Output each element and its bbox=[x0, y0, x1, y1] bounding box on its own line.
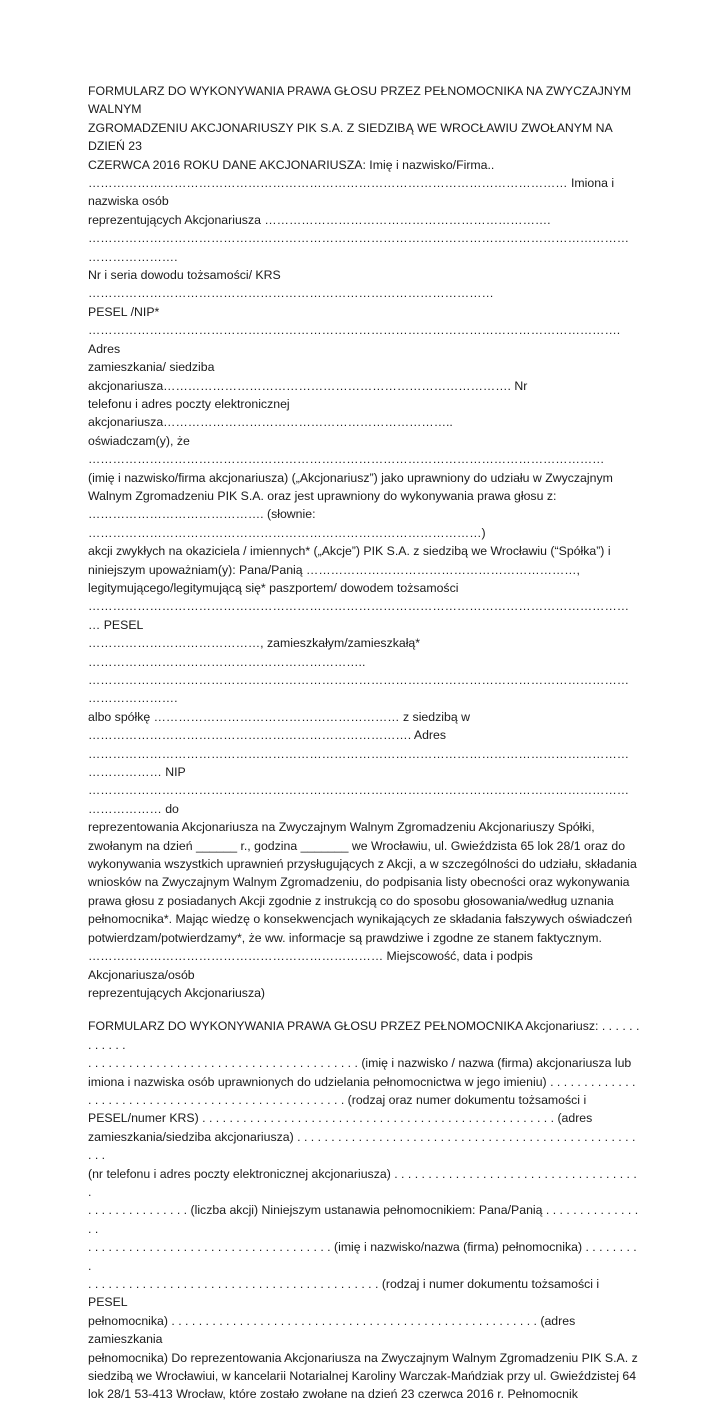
paragraph-spacer bbox=[88, 1002, 640, 1017]
proxy-form-section-2: FORMULARZ DO WYKONYWANIA PRAWA GŁOSU PRZEZ PEŁNOMOCNIKA Akcjonariusz: . . . . . . . . . . . . . . . . . . . . . . . . . . . . . . . . . . . . . . . . . . . . . . . . . . . . (imię i nazwisko / nazwa (firma) akcjonariusza lub imiona i nazwiska osób uprawnionych do udzielania pełnomocnictwa w jego imieniu) . . . . . . . . . . . . . . . . . . . . . . . . . . . . . . . . . . . . . . . . . . . . . . . . . . . (rodzaj oraz numer dokumentu tożsamości i PESEL/numer KRS) . . . . . . . . . . . . . . . . . . . . . . . . . . . . . . . . . . . . . . . . . . . . . . . . . . . . (adres zamieszkania/siedziba akcjonariusza) . . . . . . . . . . . . . . . . . . . . . . . . . . . . . . . . . . . . . . . . . . . . . . . . . . . . . (nr telefonu i adres poczty elektronicznej akcjonariusza) . . . . . . . . . . . . . . . . . . . . . . . . . . . . . . . . . . . . . . . . . . . . . . . . . . . . (liczba akcji) Niniejszym ustanawia pełnomocnikiem: Pana/Panią . . . . . . . . . . . . . . . . . . . . . . . . . . . . . . . . . . . . . . . . . . . . . . . . . . . . (imię i nazwisko/nazwa (firma) pełnomocnika) . . . . . . . . . . . . . . . . . . . . . . . . . . . . . . . . . . . . . . . . . . . . . . . . . . . . (rodzaj i numer dokumentu tożsamości i PESEL pełnomocnika) . . . . . . . . . . . . . . . . . . . . . . . . . . . . . . . . . . . . . . . . . . . . . . . . . . . . . . (adres zamieszkania pełnomocnika) Do reprezentowania Akcjonariusza na Zwyczajnym Walnym Zgromadzeniu PIK S.A. z siedzibą we Wrocławiui, w kancelarii Notarialnej Karoliny Warczak-Mańdziak przy ul. Gwieździstej 64 lok 28/1 53-413 Wrocław, które zostało zwołane na dzień 23 czerwca 2016 r. Pełnomocnik bbox=[88, 1019, 640, 1402]
proxy-form-section-1: FORMULARZ DO WYKONYWANIA PRAWA GŁOSU PRZEZ PEŁNOMOCNIKA NA ZWYCZAJNYM WALNYM ZGROMADZENIU AKCJONARIUSZY PIK S.A. Z SIEDZIBĄ WE WROCŁAWIU ZWOŁANYM NA DZIEŃ 23 CZERWCA 2016 ROKU DANE AKCJONARIUSZA: Imię i nazwisko/Firma.. ……………………………………………………………………………………………………… Imiona i nazwiska osób reprezentujących Akcjonariusza ……………………………………………………………. ………………………………………………………………………………………………………………………………………. Nr i seria dowodu tożsamości/ KRS ……………………………………………………………………………………… PESEL /NIP* …………………………………………………………………………………………………………………. Adres zamieszkania/ siedziba akcjonariusza…………………………………………………………………………. Nr telefonu i adres poczty elektronicznej akcjonariusza…………………………………………………………….. oświadczam(y), że ……………………………………………………………………………………………………………… (imię i nazwisko/firma akcjonariusza) („Akcjonariusz”) jako uprawniony do udziału w Zwyczajnym Walnym Zgromadzeniu PIK S.A. oraz jest uprawniony do wykonywania prawa głosu z: ……………………………………. (słownie: ……………………………………………………………………………………) akcji zwykłych na okaziciela / imiennych* („Akcje”) PIK S.A. z siedzibą we Wrocławiu (“Spółka”) i niniejszym upoważniam(y): Pana/Panią …………………………………………………………, legitymującego/legitymującą się* paszportem/ dowodem tożsamości ……………………………………………………………………………………………………………………… PESEL ……………………………………, zamieszkałym/zamieszkałą* ………………………………………………………….. ………………………………………………………………………………………………………………………………………. albo spółkę …………………………………………………… z siedzibą w ……………………………………………………………………. Adres …………………………………………………………………………………………………………………………………… NIP …………………………………………………………………………………………………………………………………… do reprezentowania Akcjonariusza na Zwyczajnym Walnym Zgromadzeniu Akcjonariuszy Spółki, zwołanym na dzień ______ r., godzina _______ we Wrocławiu, ul. Gwieździsta 65 lok 28/1 oraz do wykonywania wszystkich uprawnień przysługujących z Akcji, a w szczególności do udziału, składania wniosków na Zwyczajnym Walnym Zgromadzeniu, do podpisania listy obecności oraz wykonywania prawa głosu z posiadanych Akcji zgodnie z instrukcją co do sposobu głosowania/według uznania pełnomocnika*. Mając wiedzę o konsekwencjach wynikających ze składania fałszywych oświadczeń potwierdzam/potwierdzamy*, że ww. informacje są prawdziwe i zgodne ze stanem faktycznym. ……………………………………………………………… Miejscowość, data i podpis Akcjonariusza/osób reprezentujących Akcjonariusza) bbox=[88, 84, 637, 1000]
document-page bbox=[88, 82, 640, 1404]
